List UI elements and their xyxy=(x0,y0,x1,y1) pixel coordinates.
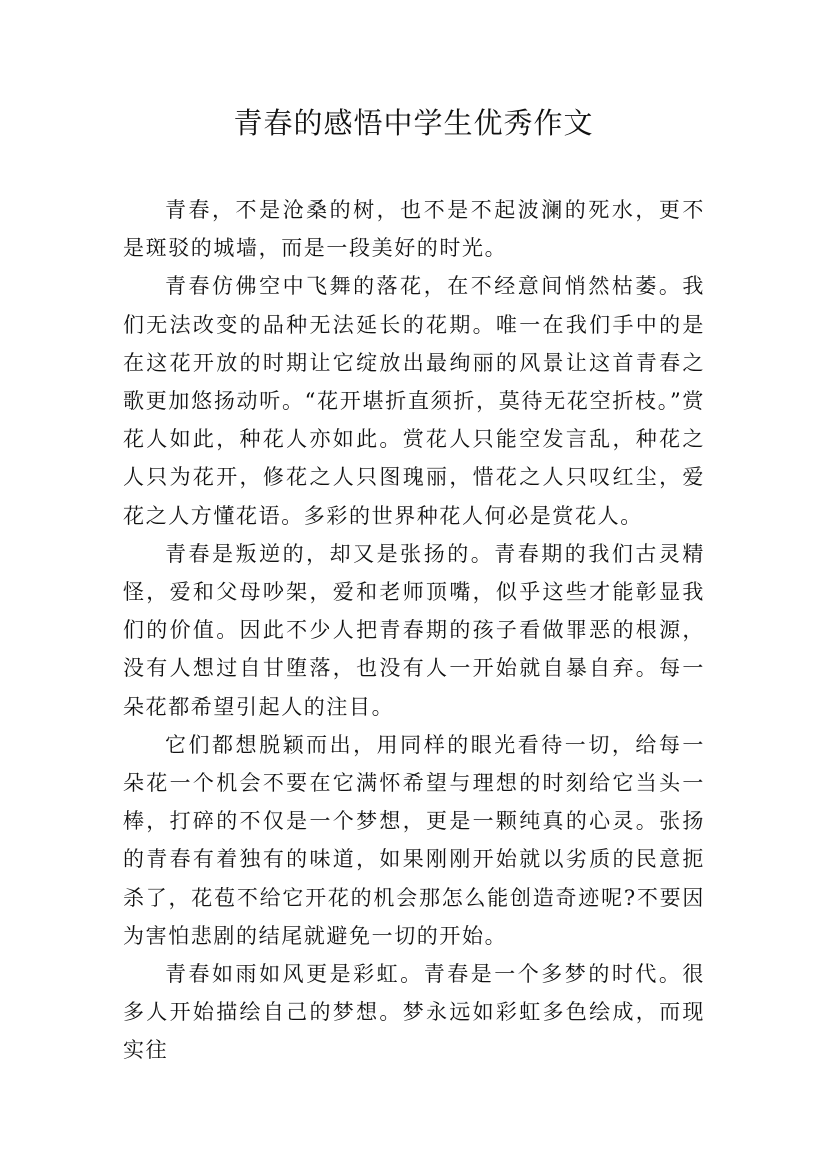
document-title: 青春的感悟中学生优秀作文 xyxy=(233,106,594,140)
paragraph-4: 它们都想脱颖而出，用同样的眼光看待一切，给每一朵花一个机会不要在它满怀希望与理想的时刻给它当头一棒，打碎的不仅是一个梦想，更是一颗纯真的心灵。张扬的青春有着独有的味道，如果刚刚开始就以劣质的民意扼杀了，花苞不给它开花的机会那怎么能创造奇迹呢?不要因为害怕悲剧的结尾就避免一切的开始。 xyxy=(123,732,705,948)
paragraph-3: 青春是叛逆的，却又是张扬的。青春期的我们古灵精怪，爱和父母吵架，爱和老师顶嘴，似乎这些才能彰显我们的价值。因此不少人把青春期的孩子看做罪恶的根源，没有人想过自甘堕落，也没有人一开始就自暴自弃。每一朵花都希望引起人的注目。 xyxy=(123,541,705,719)
paragraph-5: 青春如雨如风更是彩虹。青春是一个多梦的时代。很多人开始描绘自己的梦想。梦永远如彩虹多色绘成，而现实往 xyxy=(123,962,705,1063)
document-body xyxy=(123,191,705,1070)
paragraph-1: 青春，不是沧桑的树，也不是不起波澜的死水，更不是斑驳的城墙，而是一段美好的时光。 xyxy=(123,198,705,261)
paragraph-2: 青春仿佛空中飞舞的落花，在不经意间悄然枯萎。我们无法改变的品种无法延长的花期。唯一在我们手中的是在这花开放的时期让它绽放出最绚丽的风景让这首青春之歌更加悠扬动听。“花开堪折直须折，莫待无花空折枝。”赏花人如此，种花人亦如此。赏花人只能空发言乱，种花之人只为花开，修花之人只图瑰丽，惜花之人只叹红尘，爱花之人方懂花语。多彩的世界种花人何必是赏花人。 xyxy=(123,274,705,528)
